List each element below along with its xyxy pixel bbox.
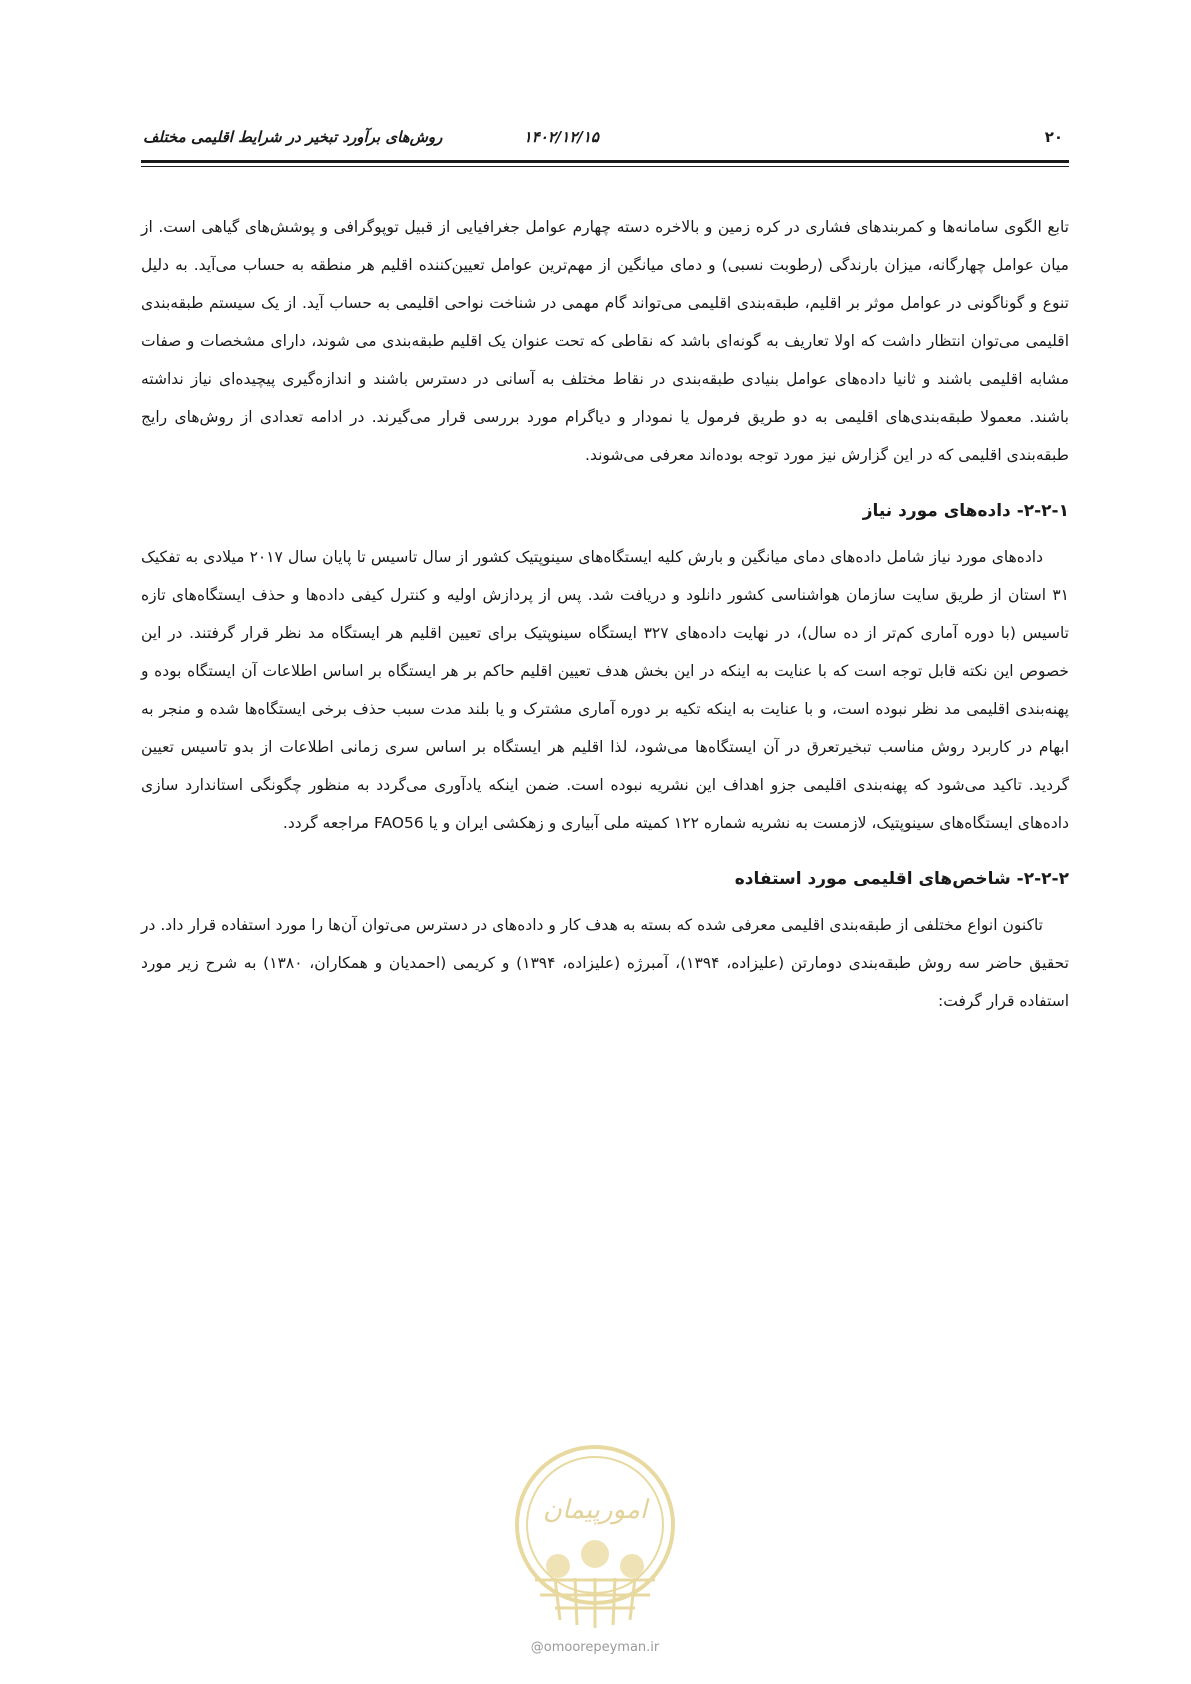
section-heading-climate-indices: ۲-۲-۲- شاخص‌های اقلیمی مورد استفاده xyxy=(734,869,1069,889)
watermark-logo xyxy=(510,1430,680,1640)
running-title: روش‌های برآورد تبخیر در شرایط اقلیمی مختلف xyxy=(143,128,443,146)
section-heading-required-data: ۲-۲-۱- داده‌های مورد نیاز xyxy=(862,501,1069,521)
page-header xyxy=(141,122,1069,162)
header-rule xyxy=(141,160,1069,163)
intro-paragraph: تابع الگوی سامانه‌ها و کمربندهای فشاری در کره زمین و بالاخره دسته چهارم عوامل جغرافیایی از قبیل توپوگرافی و پوشش‌های گیاهی است. از میان عوامل چهارگانه، میزان بارندگی (رطوبت نسبی) و دمای میانگین از مهم‌ترین عوامل تعیین‌کننده اقلیم هر منطقه به حساب می‌آید. به دلیل تنوع و گوناگونی در عوامل موثر بر اقلیم، طبقه‌بندی اقلیمی می‌تواند گام مهمی در شناخت نواحی اقلیمی به حساب آید. از یک سیستم طبقه‌بندی اقلیمی می‌توان انتظار داشت که اولا تعاریف به گونه‌ای باشد که نقاطی که تحت عنوان یک اقلیم طبقه‌بندی می شوند، دارای مشخصات و صفات مشابه اقلیمی باشند و ثانیا داده‌های عوامل بنیادی طبقه‌بندی در نقاط مختلف به آسانی در دسترس باشند و اندازه‌گیری پیچیده‌ای نیاز نداشته باشند. معمولا طبقه‌بندی‌های اقلیمی به دو طریق فرمول یا نمودار و دیاگرام مورد بررسی قرار می‌گیرند. در ادامه تعدادی از روش‌های رایج طبقه‌بندی اقلیمی که در این گزارش نیز مورد توجه بوده‌اند معرفی می‌شوند. xyxy=(141,218,1069,464)
section-paragraph-climate-indices: تاکنون انواع مختلفی از طبقه‌بندی اقلیمی معرفی شده که بسته به هدف کار و داده‌های در دسترس می‌توان آن‌ها را مورد استفاده قرار داد. در تحقیق حاضر سه روش طبقه‌بندی دومارتن (علیزاده، ۱۳۹۴)، آمبرژه (علیزاده، ۱۳۹۴) و کریمی (احمدیان و همکاران، ۱۳۸۰) به شرح زیر مورد استفاده قرار گرفت: xyxy=(141,916,1069,1010)
section-paragraph-required-data: داده‌های مورد نیاز شامل داده‌های دمای میانگین و بارش کلیه ایستگاه‌های سینوپتیک کشور از سال تاسیس تا پایان سال ۲۰۱۷ میلادی به تفکیک ۳۱ استان از طریق سایت سازمان هواشناسی کشور دانلود و دریافت شد. پس از پردازش اولیه و کنترل کیفی داده‌ها و حذف ایستگاه‌های تازه تاسیس (با دوره آماری کم‌تر از ده سال)، در نهایت داده‌های ۳۲۷ ایستگاه سینوپتیک برای تعیین اقلیم هر ایستگاه مد نظر قرار گرفتند. در این خصوص این نکته قابل توجه است که با عنایت به اینکه در این بخش هدف تعیین اقلیم حاکم بر هر ایستگاه بر اساس اطلاعات آن ایستگاه بوده و پهنه‌بندی اقلیمی مد نظر نبوده است، و با عنایت به اینکه تکیه بر دوره آماری مشترک و یا بلند مدت سبب حذف برخی ایستگاه‌ها شده و منجر به ابهام در کاربرد روش مناسب تبخیرتعرق در آن ایستگاه‌ها می‌شود، لذا اقلیم هر ایستگاه بر اساس سری زمانی اطلاعات از بدو تاسیس تعیین گردید. تاکید می‌شود که پهنه‌بندی اقلیمی جزو اهداف این نشریه نبوده است. ضمن اینکه یادآوری می‌گردد به منظور چگونگی استاندارد سازی داده‌های ایستگاه‌های سینوپتیک، لازمست به نشریه شماره ۱۲۲ کمیته ملی آبیاری و زهکشی ایران و یا FAO56 مراجعه گردد. xyxy=(141,548,1070,832)
watermark-site: @omoorepeyman.ir xyxy=(530,1640,660,1655)
page-number: ۲۰ xyxy=(1044,128,1063,146)
header-rule-thin xyxy=(141,166,1069,167)
page-content xyxy=(141,208,1069,1020)
header-date: ۱۴۰۲/۱۲/۱۵ xyxy=(523,128,599,146)
watermark-logo-text: امورپیمان xyxy=(542,1495,648,1525)
watermark-logo-icon xyxy=(510,1430,680,1640)
